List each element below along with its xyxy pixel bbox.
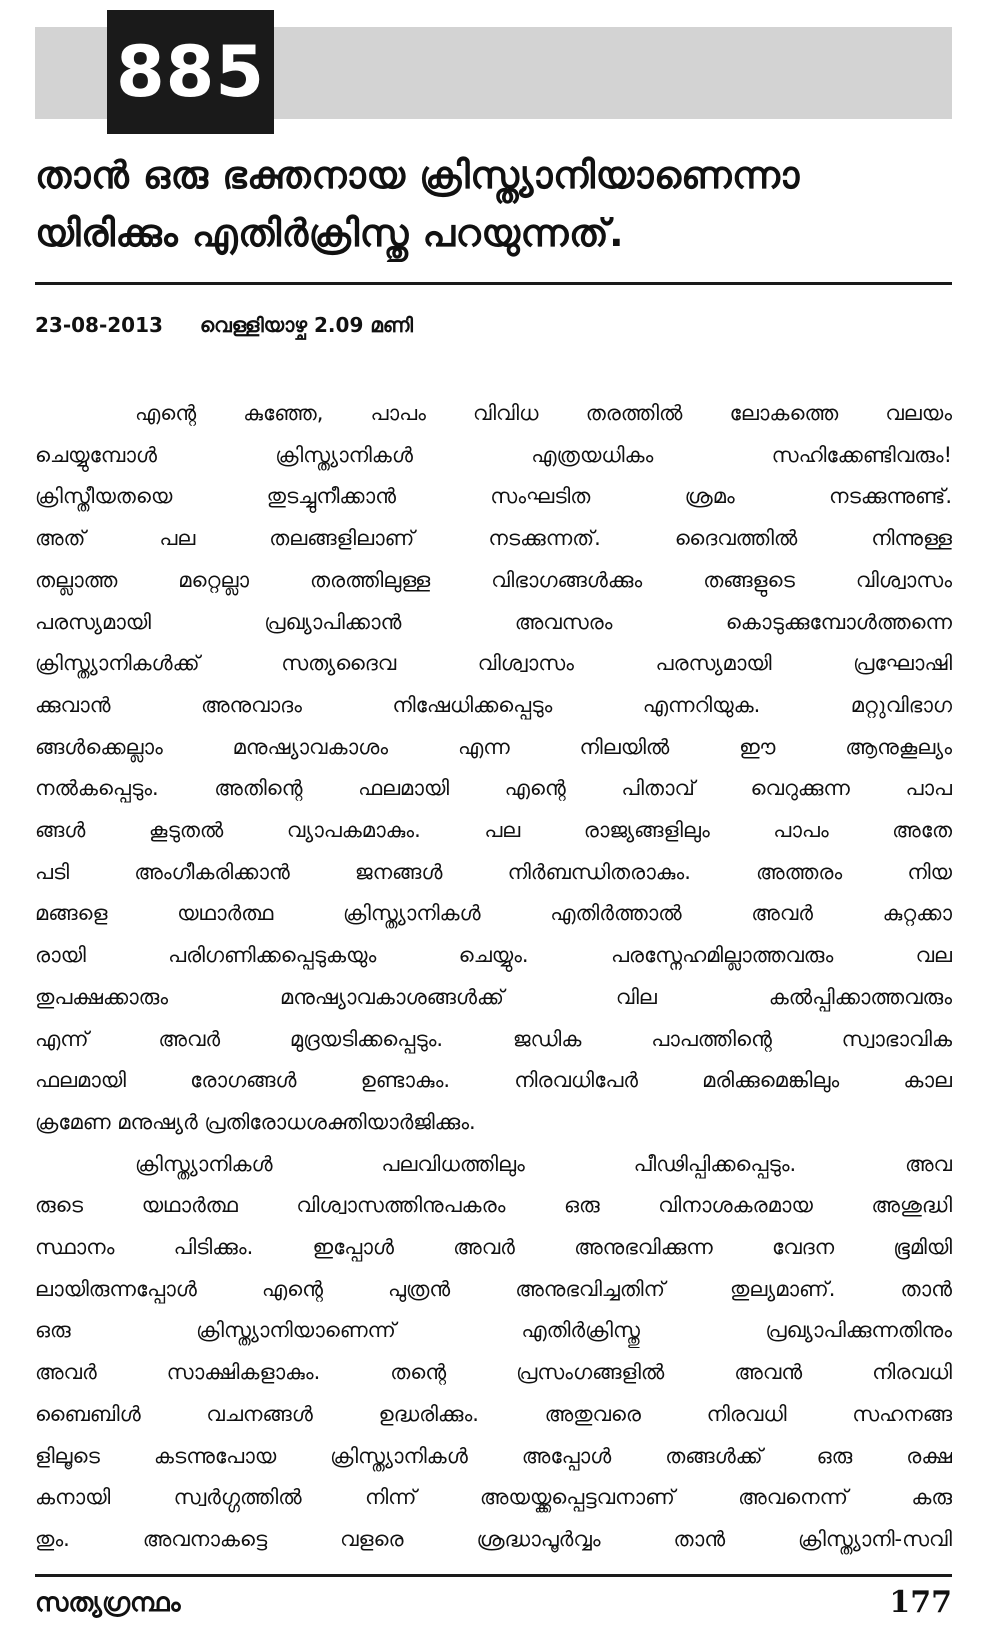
body-line: കനായി സ്വർഗ്ഗത്തിൽ നിന്ന് അയയ്ക്കപ്പെട്ടവനാണ് അവനെന്ന് കരു bbox=[35, 1485, 952, 1510]
message-title bbox=[35, 146, 952, 262]
body-line: ലായിരുന്നപ്പോൾ എന്റെ പുത്രൻ അനുഭവിച്ചതിന് തുല്യമാണ്. താൻ bbox=[35, 1276, 952, 1301]
body-line: ഒരു ക്രിസ്ത്യാനിയാണെന്ന് എതിർക്രിസ്തു പ്രഖ്യാപിക്കുന്നതിനും bbox=[35, 1318, 952, 1343]
message-body bbox=[35, 393, 952, 1561]
page-number: 177 bbox=[889, 1585, 952, 1620]
body-line: അവർ സാക്ഷികളാകും. തന്റെ പ്രസംഗങ്ങളിൽ അവൻ നിരവധി bbox=[35, 1360, 952, 1385]
body-line: പരസ്യമായി പ്രഖ്യാപിക്കാൻ അവസരം കൊടുക്കുമ്പോൾത്തന്നെ bbox=[35, 609, 952, 634]
body-line: തുപക്ഷക്കാരും മനുഷ്യാവകാശങ്ങൾക്ക് വില കൽപ്പിക്കാത്തവരും bbox=[35, 984, 952, 1009]
body-line: ചെയ്യുമ്പോൾ ക്രിസ്ത്യാനികൾ എത്രയധികം സഹിക്കേണ്ടിവരും! bbox=[35, 442, 952, 467]
body-line: തല്ലാത്ത മറ്റെല്ലാ തരത്തിലുള്ള വിഭാഗങ്ങൾക്കും തങ്ങളുടെ വിശ്വാസം bbox=[35, 567, 952, 592]
message-time: വെള്ളിയാഴ്ച 2.09 മണി bbox=[199, 313, 413, 337]
body-line: അത് പല തലങ്ങളിലാണ് നടക്കുന്നത്. ദൈവത്തിൽ നിന്നുള്ള bbox=[35, 526, 952, 551]
body-line: ക്രിസ്ത്യാനികൾ പലവിധത്തിലും പീഢിപ്പിക്കപ്പെടും. അവ bbox=[135, 1151, 952, 1176]
body-line: ങ്ങൾ കൂടുതൽ വ്യാപകമാകും. പല രാജ്യങ്ങളിലും പാപം അതേ bbox=[35, 818, 952, 843]
title-line: താൻ ഒരു ഭക്തനായ ക്രിസ്ത്യാനിയാണെന്നാ bbox=[35, 153, 800, 197]
body-line: ക്രിസ്ത്യാനികൾക്ക് സത്യദൈവ വിശ്വാസം പരസ്യമായി പ്രഘോഷി bbox=[35, 651, 952, 676]
message-date: 23-08-2013 bbox=[35, 313, 163, 337]
body-line: പടി അംഗീകരിക്കാൻ ജനങ്ങൾ നിർബന്ധിതരാകും. അത്തരം നിയ bbox=[35, 859, 952, 884]
title-line: യിരിക്കും എതിർക്രിസ്തു പറയുന്നത്. bbox=[35, 211, 625, 255]
body-line: ഫലമായി രോഗങ്ങൾ ഉണ്ടാകും. നിരവധിപേർ മരിക്കുമെങ്കിലും കാല bbox=[35, 1068, 952, 1093]
body-line: നൽകപ്പെടും. അതിന്റെ ഫലമായി എന്റെ പിതാവ് വെറുക്കുന്ന പാപ bbox=[35, 776, 952, 801]
body-line: മങ്ങളെ യഥാർത്ഥ ക്രിസ്ത്യാനികൾ എതിർത്താൽ അവർ കുറ്റക്കാ bbox=[35, 901, 952, 926]
body-line: എന്ന് അവർ മുദ്രയടിക്കപ്പെടും. ജഡിക പാപത്തിന്റെ സ്വാഭാവിക bbox=[35, 1026, 952, 1051]
dateline bbox=[35, 311, 952, 339]
body-line: ക്കുവാൻ അനുവാദം നിഷേധിക്കപ്പെടും എന്നറിയുക. മറ്റുവിഭാഗ bbox=[35, 692, 952, 717]
bottom-divider bbox=[35, 1574, 952, 1577]
body-line: എന്റെ കുഞ്ഞേ, പാപം വിവിധ തരത്തിൽ ലോകത്തെ വലയം bbox=[135, 401, 952, 425]
body-line: രായി പരിഗണിക്കപ്പെടുകയും ചെയ്യും. പരസ്നേഹമില്ലാത്തവരും വല bbox=[35, 943, 952, 968]
body-line: ളിലൂടെ കടന്നുപോയ ക്രിസ്ത്യാനികൾ അപ്പോൾ തങ്ങൾക്ക് ഒരു രക്ഷ bbox=[35, 1443, 952, 1468]
body-line: ബൈബിൾ വചനങ്ങൾ ഉദ്ധരിക്കും. അതുവരെ നിരവധി സഹനങ്ങ bbox=[35, 1401, 952, 1426]
top-divider bbox=[35, 282, 952, 285]
body-line: സ്ഥാനം പിടിക്കും. ഇപ്പോൾ അവർ അനുഭവിക്കുന്ന വേദന ഭൂമിയി bbox=[35, 1235, 952, 1260]
body-line: ക്രിസ്തീയതയെ തുടച്ചുനീക്കാൻ സംഘടിത ശ്രമം നടക്കുന്നുണ്ട്. bbox=[35, 484, 952, 509]
body-line: ക്രമേണ മനുഷ്യർ പ്രതിരോധശക്തിയാർജിക്കും. bbox=[35, 1109, 476, 1134]
book-title: സത്യഗ്രന്ഥം bbox=[35, 1588, 181, 1618]
body-line: ങ്ങൾക്കെല്ലാം മനുഷ്യാവകാശം എന്ന നിലയിൽ ഈ ആനുകൂല്യം bbox=[35, 734, 952, 759]
body-line: രുടെ യഥാർത്ഥ വിശ്വാസത്തിനുപകരം ഒരു വിനാശകരമായ അശുദ്ധി bbox=[35, 1193, 952, 1218]
message-number: 885 bbox=[107, 10, 274, 134]
body-line: തും. അവനാകട്ടെ വളരെ ശ്രദ്ധാപൂർവ്വം താൻ ക്രിസ്ത്യാനി-സവി bbox=[35, 1526, 952, 1551]
